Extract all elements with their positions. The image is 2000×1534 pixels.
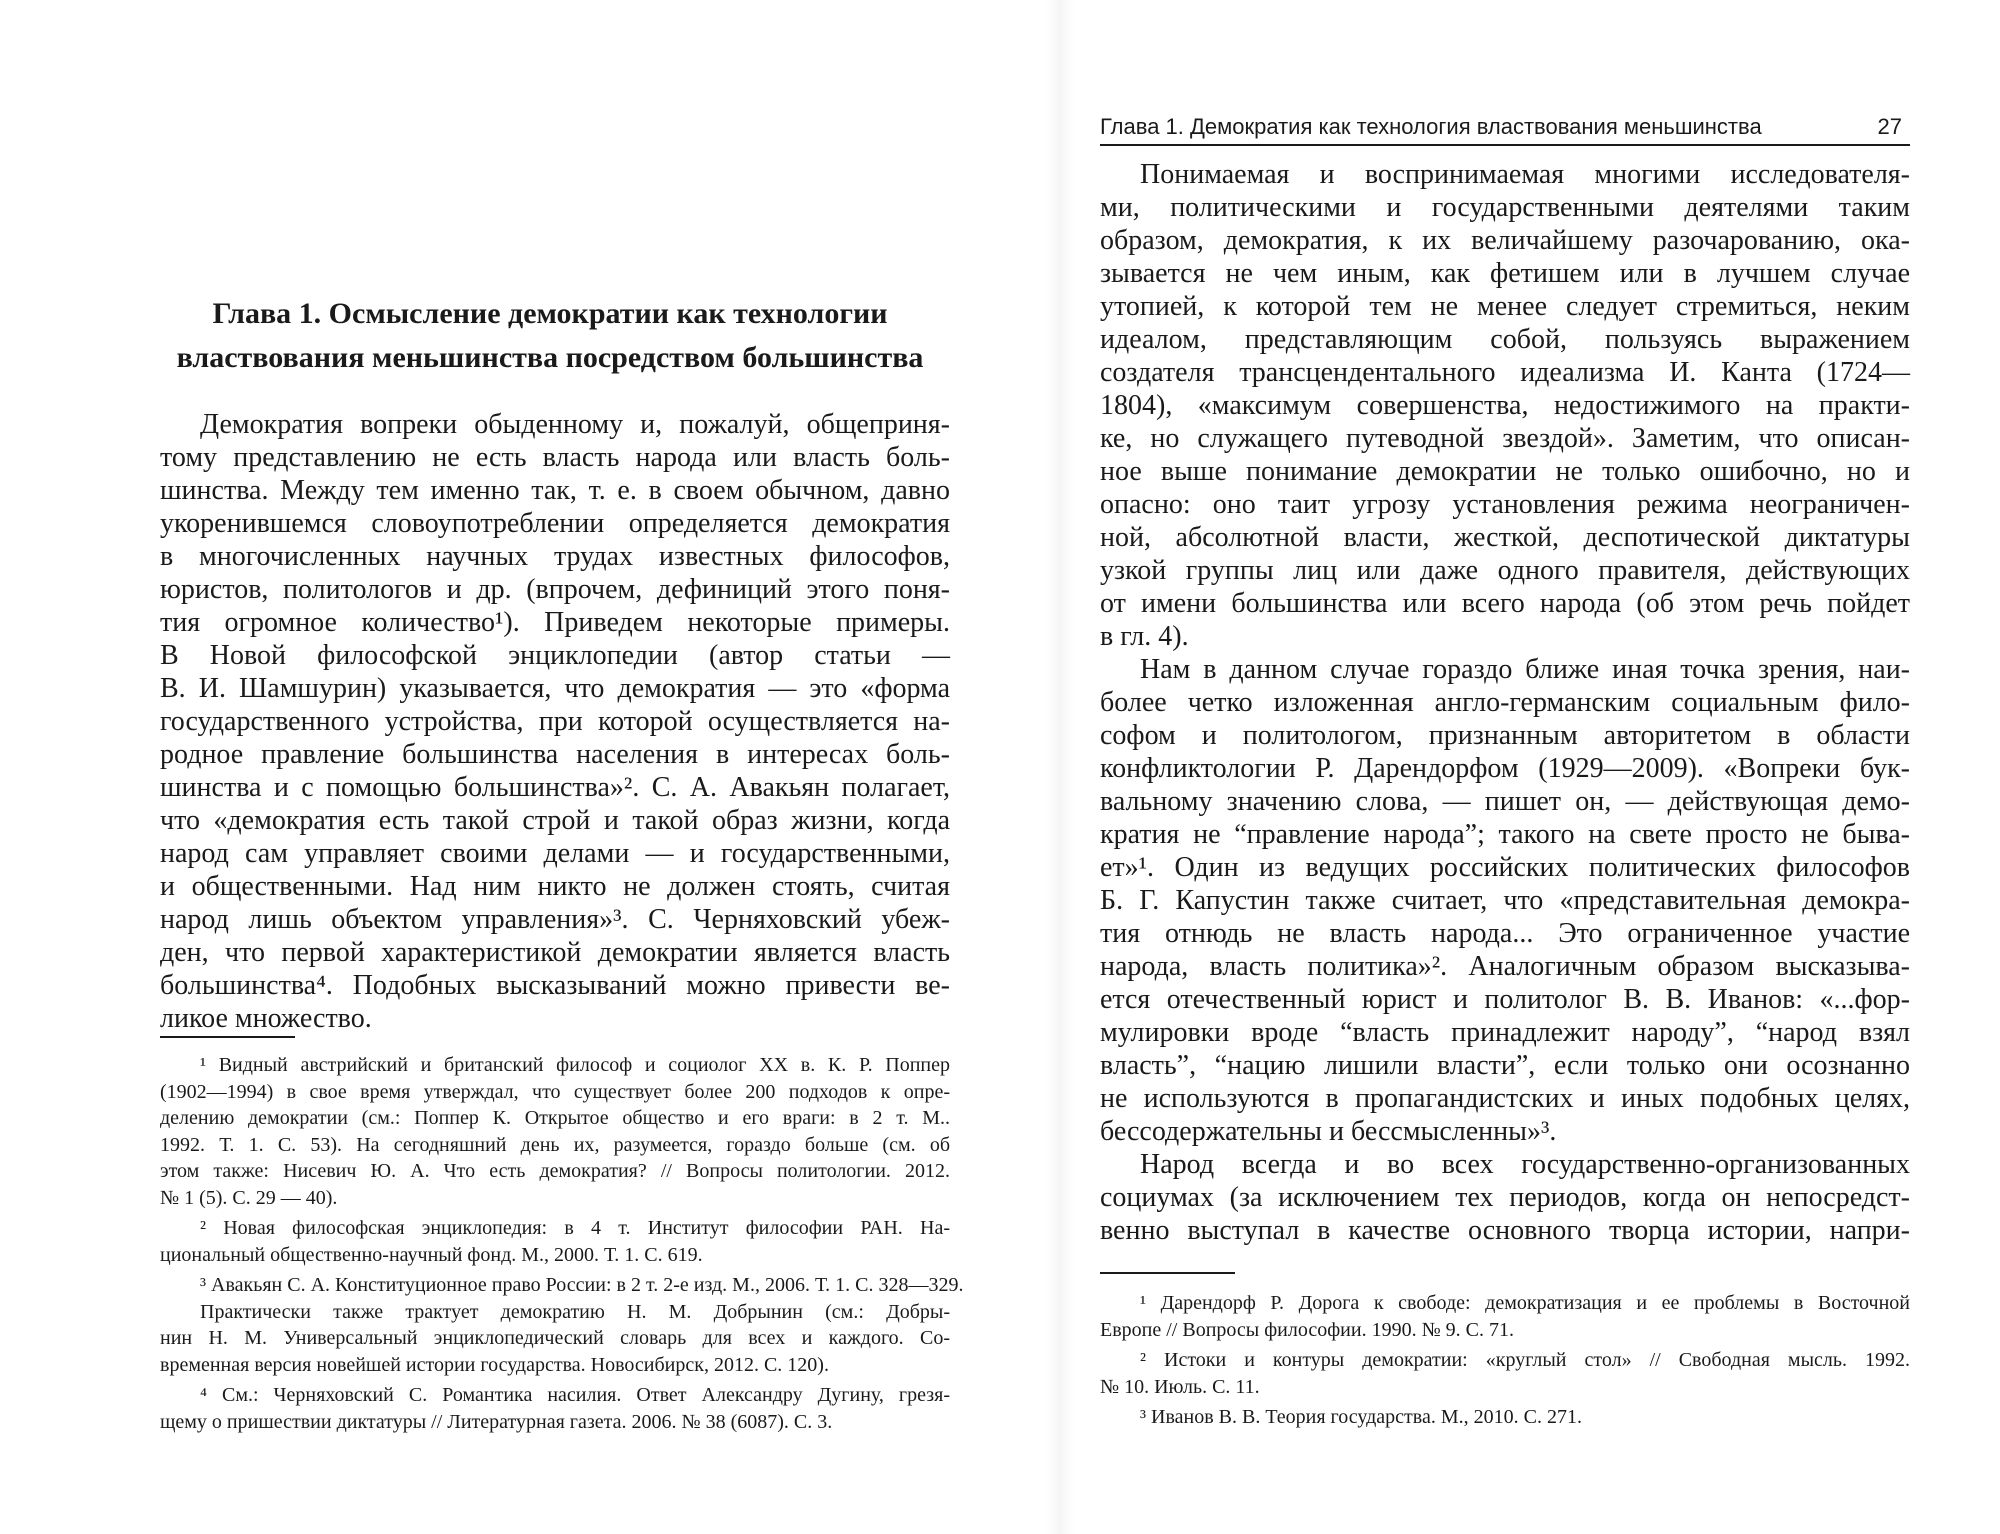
footnote-line: ³ Авакьян С. А. Конституционное право России: в 2 т. 2-е изд. М., 2006. Т. 1. С. 328—329. xyxy=(200,1274,964,1296)
footnote-4 xyxy=(160,1382,950,1435)
footnote-line: циональный общественно-научный фонд. М., 2000. Т. 1. С. 619. xyxy=(160,1243,703,1266)
text-line: венно выступал в качестве основного творца истории, напри- xyxy=(1100,1215,1910,1246)
text-line: в гл. 4). xyxy=(1100,621,1189,652)
text-line: более четко изложенная англо-германским социальным фило- xyxy=(1100,687,1910,718)
text-line: 1804), «максимум совершенства, недостижимого на практи- xyxy=(1100,390,1910,421)
text-line: тия отнюдь не власть народа... Это ограниченное участие xyxy=(1100,918,1910,949)
footnote-line: ¹ Видный австрийский и британский философ и социолог XX в. К. Р. Поппер xyxy=(200,1054,950,1076)
text-line: Б. Г. Капустин также считает, что «представительная демокра- xyxy=(1100,885,1910,916)
text-line: конфликтологии Р. Дарендорфом (1929—2009). «Вопреки бук- xyxy=(1100,753,1910,784)
footnote-line: делению демократии (см.: Поппер К. Открытое общество и его враги: в 2 т. М.. xyxy=(160,1107,950,1129)
chapter-title-line: властвования меньшинства посредством большинства xyxy=(176,341,924,374)
footnote-line: нин Н. М. Универсальный энциклопедический словарь для всех и каждого. Со- xyxy=(160,1327,950,1349)
text-line: шинства и с помощью большинства»². С. А. Авакьян полагает, xyxy=(160,772,950,803)
text-line: народ лишь объектом управления»³. С. Черняховский убеж- xyxy=(160,904,950,935)
text-line: идеалом, представляющим собой, пользуясь выражением xyxy=(1100,324,1910,355)
footnote-line: ² Новая философская энциклопедия: в 4 т. Институт философии РАН. На- xyxy=(200,1217,950,1239)
footnote-line: № 1 (5). С. 29 — 40). xyxy=(160,1186,338,1209)
footnote-line: ¹ Дарендорф Р. Дорога к свободе: демократизация и ее проблемы в Восточной xyxy=(1140,1292,1910,1314)
footnote-line: № 10. Июль. С. 11. xyxy=(1100,1375,1260,1398)
text-line: узкой группы лиц или даже одного правителя, действующих xyxy=(1100,555,1910,586)
text-line: Демократия вопреки обыденному и, пожалуй, общеприня- xyxy=(200,409,950,440)
text-line: мулировки вроде “власть принадлежит народу”, “народ взял xyxy=(1100,1017,1910,1048)
text-line: государственного устройства, при которой осуществляется на- xyxy=(160,706,950,737)
text-line: софом и политологом, признанным авторитетом в области xyxy=(1100,720,1910,751)
text-line: не используются в пропагандистских и иных подобных целях, xyxy=(1100,1083,1910,1114)
footnote-divider xyxy=(1100,1272,1235,1274)
footnote-divider xyxy=(160,1036,295,1038)
text-line: образом, демократия, к их величайшему разочарованию, ока- xyxy=(1100,225,1910,256)
text-line: ден, что первой характеристикой демократии является власть xyxy=(160,937,950,968)
text-line: ликое множество. xyxy=(160,1003,372,1034)
text-line: Понимаемая и воспринимаемая многими исследователя- xyxy=(1140,159,1910,190)
text-line: В Новой философской энциклопедии (автор статьи — xyxy=(160,640,950,671)
text-line: народа, власть политика»². Аналогичным образом высказыва- xyxy=(1100,951,1910,982)
footnote-line: Практически также трактует демократию Н. М. Добрынин (см.: Добры- xyxy=(200,1300,950,1323)
text-line: что «демократия есть такой строй и такой образ жизни, когда xyxy=(160,805,950,836)
text-line: и общественными. Над ним никто не должен стоять, считая xyxy=(160,871,950,902)
chapter-title-line: Глава 1. Осмысление демократии как технологии xyxy=(212,297,888,330)
footnote-3 xyxy=(1100,1404,1910,1431)
footnote-2 xyxy=(1100,1347,1910,1400)
chapter-title xyxy=(150,292,950,380)
text-line: ется отечественный юрист и политолог В. В. Иванов: «...фор- xyxy=(1100,984,1910,1015)
text-line: ке, но служащего путеводной звездой». Заметим, что описан- xyxy=(1100,423,1910,454)
left-footnotes xyxy=(160,1052,964,1439)
footnote-2 xyxy=(160,1215,950,1268)
footnote-line: временная версия новейшей истории государства. Новосибирск, 2012. С. 120). xyxy=(160,1353,829,1376)
book-gutter xyxy=(1045,0,1075,1534)
text-line: вальному значению слова, — пишет он, — действующая демо- xyxy=(1100,786,1910,817)
running-head-title: Глава 1. Демократия как технология властвования меньшинства xyxy=(1100,114,1762,139)
text-line: ет»¹. Один из ведущих российских политических философов xyxy=(1100,852,1910,883)
text-line: социумах (за исключением тех периодов, когда он непосредст- xyxy=(1100,1182,1910,1213)
footnote-line: этом также: Нисевич Ю. А. Что есть демократия? // Вопросы политологии. 2012. xyxy=(160,1160,950,1182)
right-footnotes xyxy=(1100,1290,1910,1435)
text-line: Народ всегда и во всех государственно-организованных xyxy=(1140,1149,1910,1180)
text-line: от имени большинства или всего народа (об этом речь пойдет xyxy=(1100,588,1910,619)
text-line: ми, политическими и государственными деятелями таким xyxy=(1100,192,1910,223)
text-line: народ сам управляет своими делами — и государственными, xyxy=(160,838,950,869)
text-line: укоренившемся словоупотреблении определяется демократия xyxy=(160,508,950,539)
right-body-text xyxy=(1100,158,1910,1247)
text-line: опасно: оно таит угрозу установления режима неограничен- xyxy=(1100,489,1910,520)
text-line: зывается не чем иным, как фетишем или в лучшем случае xyxy=(1100,258,1910,289)
footnote-line: 1992. Т. 1. С. 53). На сегодняшний день их, разумеется, гораздо больше (см. об xyxy=(160,1133,950,1156)
footnote-3 xyxy=(160,1272,964,1378)
text-line: большинства⁴. Подобных высказываний можно привести ве- xyxy=(160,970,950,1001)
text-line: создателя трансцендентального идеализма И. Канта (1724— xyxy=(1100,357,1910,388)
footnote-line: ² Истоки и контуры демократии: «круглый стол» // Свободная мысль. 1992. xyxy=(1140,1349,1910,1371)
footnote-line: ⁴ См.: Черняховский С. Романтика насилия. Ответ Александру Дугину, грезя- xyxy=(200,1384,950,1406)
text-line: тия огромное количество¹). Приведем некоторые примеры. xyxy=(160,607,950,638)
footnote-line: Европе // Вопросы философии. 1990. № 9. С. 71. xyxy=(1100,1318,1515,1341)
text-line: родное правление большинства населения в интересах боль- xyxy=(160,739,950,770)
text-line: власть”, “нацию лишили власти”, если только они осознанно xyxy=(1100,1050,1910,1081)
running-head xyxy=(1100,110,1910,146)
text-line: В. И. Шамшурин) указывается, что демократия — это «форма xyxy=(160,673,950,704)
text-line: кратия не “правление народа”; такого на свете просто не быва- xyxy=(1100,819,1910,850)
footnote-1 xyxy=(160,1052,950,1211)
text-line: Нам в данном случае гораздо ближе иная точка зрения, наи- xyxy=(1140,654,1910,685)
text-line: ной, абсолютной власти, жесткой, деспотической диктатуры xyxy=(1100,522,1910,553)
page-number: 27 xyxy=(1877,114,1902,139)
text-line: утопией, к которой тем не менее следует стремиться, неким xyxy=(1100,291,1910,322)
footnote-1 xyxy=(1100,1290,1910,1343)
text-line: бессодержательны и бессмысленны»³. xyxy=(1100,1116,1557,1147)
left-body-text xyxy=(160,408,950,1035)
text-line: юристов, политологов и др. (впрочем, дефиниций этого поня- xyxy=(160,574,950,605)
text-line: шинства. Между тем именно так, т. е. в своем обычном, давно xyxy=(160,475,950,506)
text-line: ное выше понимание демократии не только ошибочно, но и xyxy=(1100,456,1910,487)
text-line: в многочисленных научных трудах известных философов, xyxy=(160,541,950,572)
footnote-line: (1902—1994) в свое время утверждал, что существует более 200 подходов к опре- xyxy=(160,1080,950,1103)
footnote-line: ³ Иванов В. В. Теория государства. М., 2010. С. 271. xyxy=(1140,1406,1582,1428)
text-line: тому представлению не есть власть народа или власть боль- xyxy=(160,442,950,473)
footnote-line: щему о пришествии диктатуры // Литературная газета. 2006. № 38 (6087). С. 3. xyxy=(160,1410,833,1433)
